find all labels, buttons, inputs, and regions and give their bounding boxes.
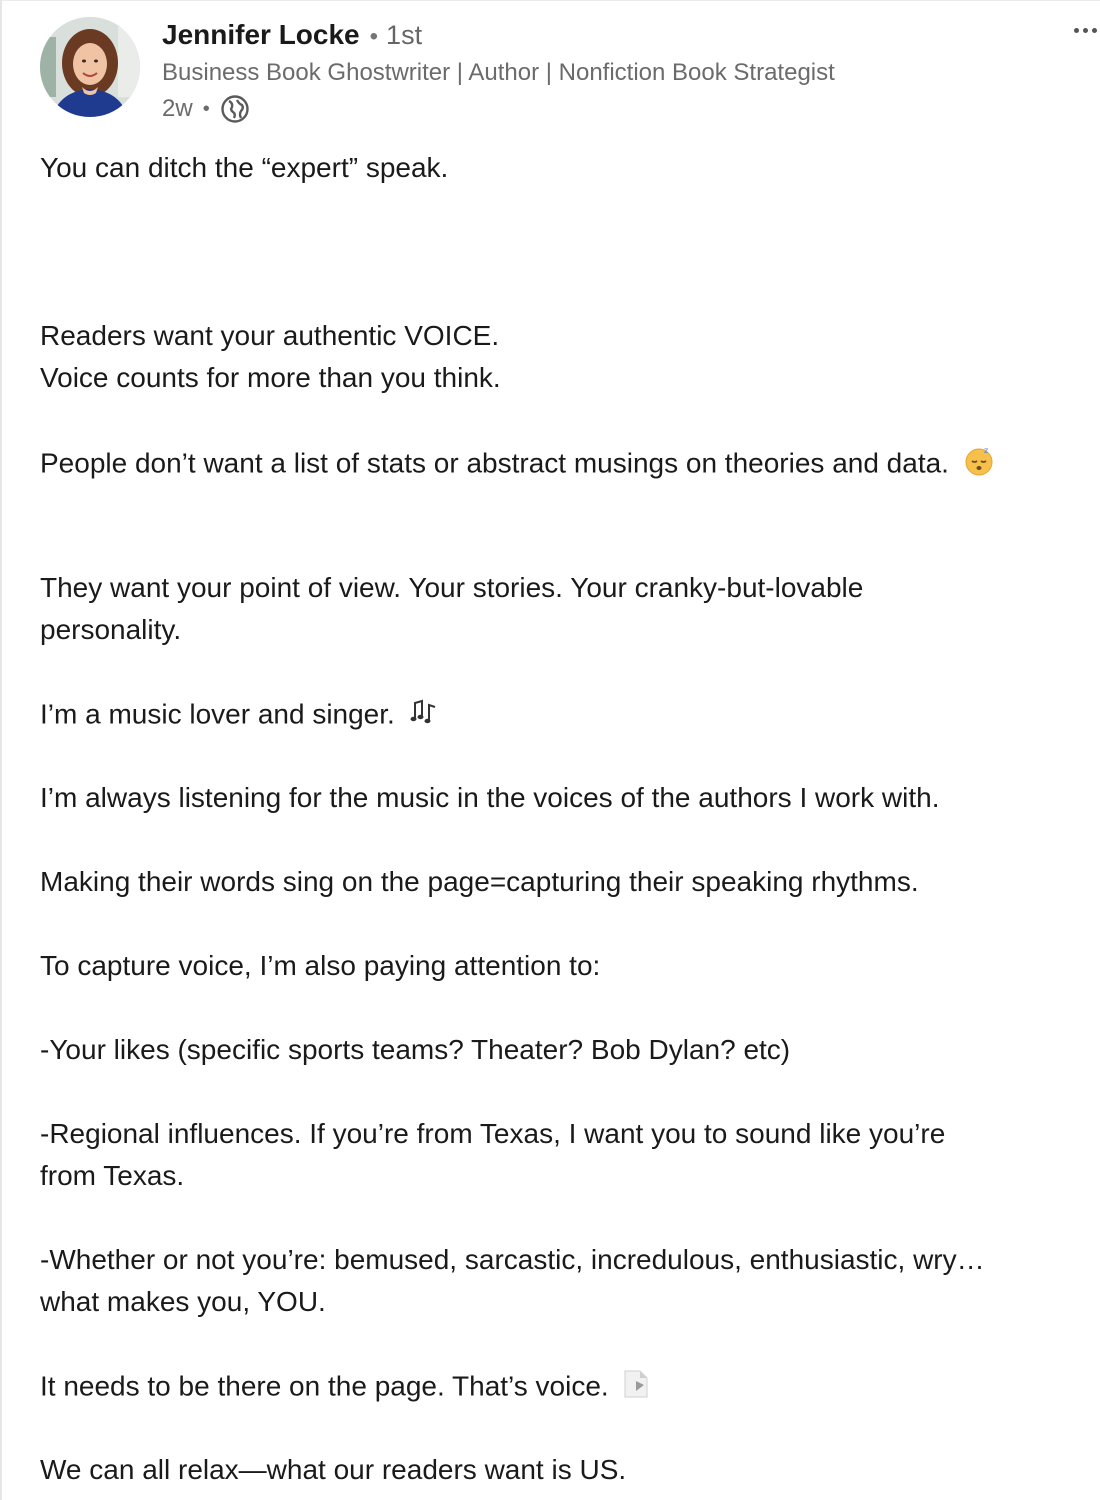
- post-line-text: I’m a music lover and singer.: [40, 698, 395, 730]
- author-name-row: [162, 19, 422, 55]
- post-line: -Whether or not you’re: bemused, sarcastic, incredulous, enthusiastic, wry…: [40, 1244, 985, 1275]
- post-line: Readers want your authentic VOICE.: [40, 320, 500, 351]
- ellipsis-icon: [1083, 28, 1088, 33]
- post-line: I’m always listening for the music in the voices of the authors I work with.: [40, 782, 940, 813]
- page-curl-icon: [622, 1369, 650, 1407]
- author-name[interactable]: Jennifer Locke: [162, 19, 360, 50]
- post-line: Making their words sing on the page=capturing their speaking rhythms.: [40, 866, 919, 897]
- post-line: They want your point of view. Your stories. Your cranky-but-lovable: [40, 572, 864, 603]
- post-line: To capture voice, I’m also paying attention to:: [40, 950, 601, 981]
- post-line: We can all relax—what our readers want is US.: [40, 1454, 627, 1485]
- svg-text:z: z: [983, 446, 988, 455]
- name-separator: •: [369, 23, 379, 50]
- post-line-text: It needs to be there on the page. That’s voice.: [40, 1370, 609, 1402]
- meta-separator: •: [202, 97, 210, 120]
- post-line-with-emoji: [40, 697, 439, 735]
- post-line: -Your likes (specific sports teams? Theater? Bob Dylan? etc): [40, 1034, 791, 1065]
- post-line-with-emoji: [40, 445, 995, 485]
- author-headline: Business Book Ghostwriter | Author | Nonfiction Book Strategist: [162, 59, 835, 86]
- post-line: -Regional influences. If you’re from Texas, I want you to sound like you’re: [40, 1118, 946, 1149]
- post-line: Voice counts for more than you think.: [40, 362, 501, 393]
- post-header: [2, 1, 1100, 131]
- post-line-text: People don’t want a list of stats or abstract musings on theories and data.: [40, 447, 949, 479]
- post-timestamp: 2w: [162, 95, 193, 122]
- sleeping-face-icon: [963, 445, 995, 485]
- post-line: personality.: [40, 614, 182, 645]
- globe-icon: [220, 94, 250, 124]
- connection-degree: 1st: [386, 20, 423, 50]
- musical-notes-icon: [409, 697, 439, 735]
- avatar-photo-icon: [40, 17, 140, 117]
- post-meta: [162, 93, 250, 125]
- post-line-with-emoji: [40, 1369, 650, 1407]
- post-line: from Texas.: [40, 1160, 185, 1191]
- ellipsis-icon: [1074, 28, 1079, 33]
- post-line: what makes you, YOU.: [40, 1286, 326, 1317]
- author-avatar[interactable]: [40, 17, 140, 117]
- post-line: You can ditch the “expert” speak.: [40, 152, 449, 183]
- more-options-button[interactable]: [1068, 15, 1100, 45]
- ellipsis-icon: [1092, 28, 1097, 33]
